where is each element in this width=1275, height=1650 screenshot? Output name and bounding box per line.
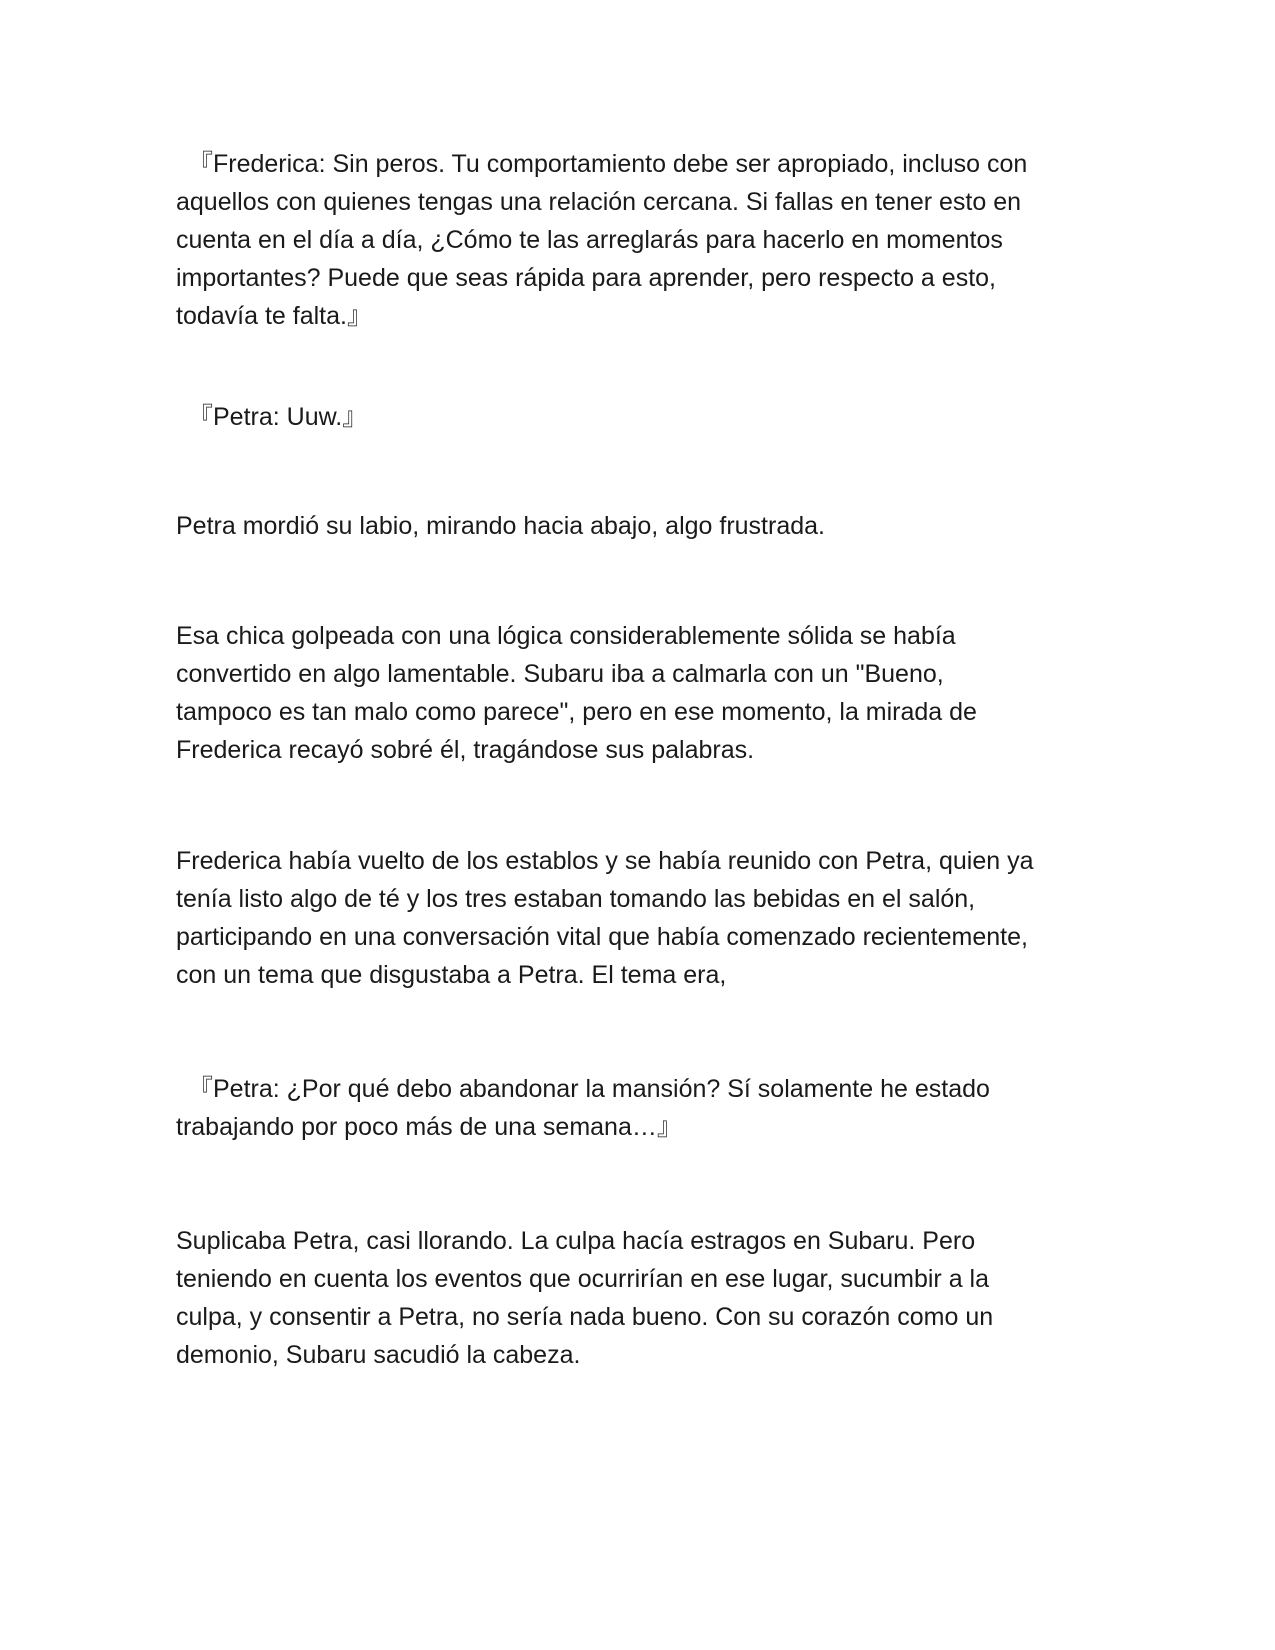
paragraph-petra-mansion: 『Petra: ¿Por qué debo abandonar la mansión? Sí solamente he estado trabajando por poco más de una semana…』	[176, 1075, 990, 1141]
paragraph-suplicaba-petra: Suplicaba Petra, casi llorando. La culpa hacía estragos en Subaru. Pero teniendo en cuenta los eventos que ocurrirían en ese lugar, sucumbir a la culpa, y consentir a Petra, no sería nada bueno. Con su corazón como un demonio, Subaru sacudió la cabeza.	[176, 1227, 994, 1369]
paragraph-frederica-establos: Frederica había vuelto de los establos y se había reunido con Petra, quien ya tenía listo algo de té y los tres estaban tomando las bebidas en el salón, participando en una conversación vital que había comenzado recientemente, con un tema que disgustaba a Petra. El tema era,	[176, 847, 1034, 989]
paragraph-chica-golpeada: Esa chica golpeada con una lógica considerablemente sólida se había convertido en algo lamentable. Subaru iba a calmarla con un "Bueno, tampoco es tan malo como parece", pero en ese momento, la mirada de Frederica recayó sobré él, tragándose sus palabras.	[176, 622, 977, 764]
paragraph-petra-frustrada: Petra mordió su labio, mirando hacia abajo, algo frustrada.	[176, 512, 825, 540]
paragraph-petra-uuw: 『Petra: Uuw.』	[188, 403, 368, 431]
paragraph-frederica-dialogue: 『Frederica: Sin peros. Tu comportamiento debe ser apropiado, incluso con aquellos con quienes tengas una relación cercana. Si fallas en tener esto en cuenta en el día a día, ¿Cómo te las arreglarás para hacerlo en momentos importantes? Puede que seas rápida para aprender, pero respecto a esto, todavía te falta.』	[176, 150, 1028, 330]
